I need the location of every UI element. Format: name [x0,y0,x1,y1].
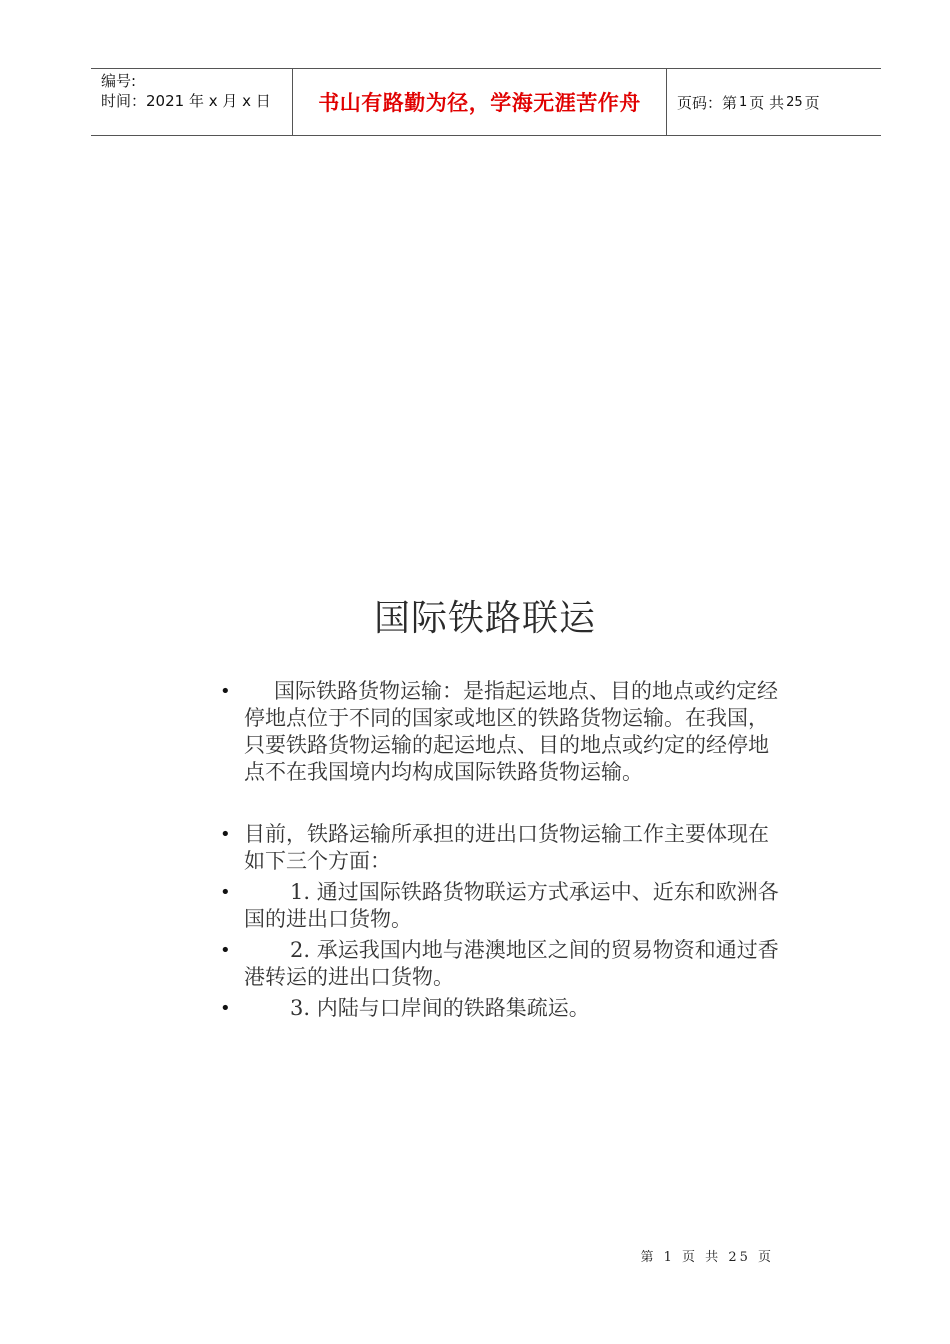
page-total: 25 [786,94,803,110]
list-item [220,879,780,933]
serial-number-label: 编号: [101,72,137,90]
slide-body [220,678,780,1022]
bullet-icon: • [220,681,231,702]
page-suffix: 页 [804,93,820,112]
document-header [91,68,881,136]
list-item [220,995,780,1022]
list-item-text: 国际铁路货物运输：是指起运地点、目的地点或约定经停地点位于不同的国家或地区的铁路货物运输。在我国，只要铁路货物运输的起运地点、目的地点或约定的经停地点不在我国境内均构成国际铁路货物运输。 [244,679,778,784]
bullet-icon: • [220,940,231,961]
list-item-text: 目前，铁路运输所承担的进出口货物运输工作主要体现在如下三个方面： [244,822,769,873]
bullet-icon: • [220,882,231,903]
list-item-text: 1. 通过国际铁路货物联运方式承运中、近东和欧洲各国的进出口货物。 [244,880,779,931]
list-item-text: 2. 承运我国内地与港澳地区之间的贸易物资和通过香港转运的进出口货物。 [244,938,779,989]
bullet-icon: • [220,824,231,845]
header-motto: 书山有路勤为径，学海无涯苦作舟 [293,69,667,135]
bullet-icon: • [220,998,231,1019]
header-page-number [667,69,881,135]
list-item [220,678,780,786]
list-item [220,937,780,991]
list-item-text: 3. 内陆与口岸间的铁路集疏运。 [290,996,590,1020]
page-prefix: 页码：第 [677,93,738,112]
list-item [220,821,780,875]
page-current: 1 [739,94,748,110]
header-meta [91,69,293,135]
date-label: 时间：2021 年 x 月 x 日 [101,92,271,110]
page-footer: 第 1 页 共 25 页 [640,1250,774,1265]
page-mid: 页 共 [749,93,785,112]
slide-title: 国际铁路联运 [373,598,596,639]
